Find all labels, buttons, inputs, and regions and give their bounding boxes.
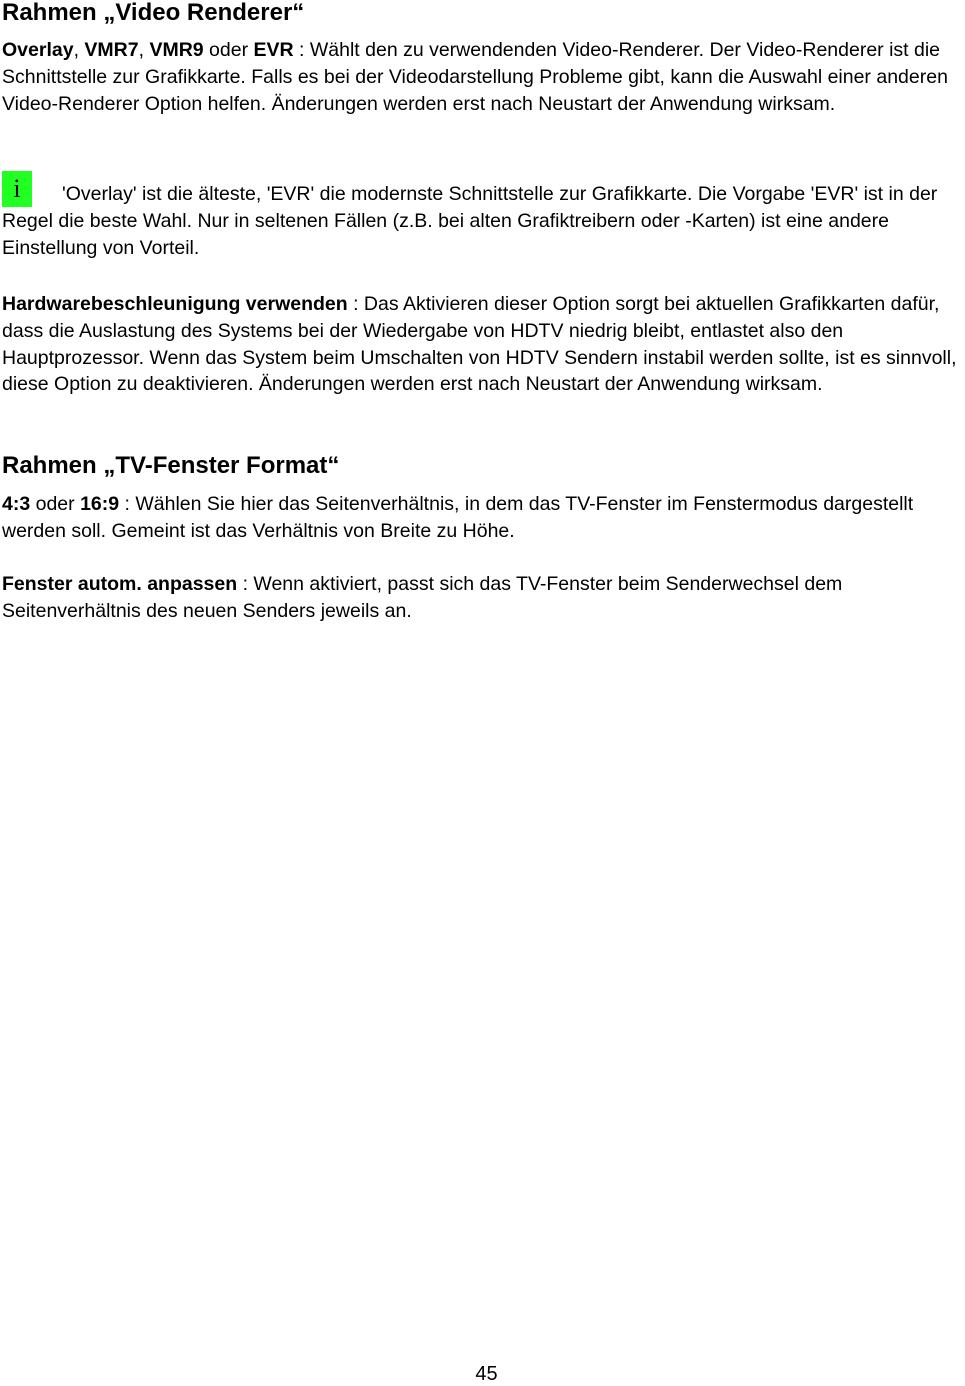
heading-tv-window-format: Rahmen „TV-Fenster Format“ [2, 452, 340, 479]
paragraph-text: : Das Aktivieren dieser Option sorgt bei aktuellen Grafikkarten dafür, dass die Auslastung des Systems bei der Wiedergabe von HDTV niedrig bleibt, entlastet also den Hauptprozessor. Wenn das System beim Umschalten von HDTV Sendern instabil werden sollte, ist es sinnvoll, diese Option zu deaktivieren. Änderungen werden erst nach Neustart der Anwendung wirksam. [2, 293, 957, 396]
paragraph-text: : Wählen Sie hier das Seitenverhältnis, in dem das TV-Fenster im Fenstermodus dargestellt werden soll. Gemeint ist das Verhältnis von Breite zu Höhe. [2, 493, 914, 542]
option-vmr9: VMR9 [149, 39, 204, 61]
option-16-9: 16:9 [80, 493, 120, 515]
paragraph-aspect-ratio: 4:3 oder 16:9 : Wählen Sie hier das Seitenverhältnis, in dem das TV-Fenster im Fenstermodus dargestellt werden soll. Gemeint ist das Verhältnis von Breite zu Höhe. [2, 493, 914, 542]
paragraph-auto-adjust-window [2, 571, 963, 625]
info-note [2, 181, 963, 261]
paragraph-hardware-acceleration [2, 291, 963, 398]
info-note-text: 'Overlay' ist die älteste, 'EVR' die modernste Schnittstelle zur Grafikkarte. Die Vorgabe 'EVR' ist in der Regel die beste Wahl. Nur in seltenen Fällen (z.B. bei alten Grafiktreibern oder -Karten) ist eine andere Einstellung von Vorteil. [2, 183, 938, 259]
page-number: 45 [475, 1363, 498, 1385]
paragraph-text: : Wählt den zu verwendenden Video-Renderer. Der Video-Renderer ist die Schnittstelle zur Grafikkarte. Falls es bei der Videodarstellung Probleme gibt, kann die Auswahl einer anderen Video-Renderer Option helfen. Änderungen werden erst nach Neustart der Anwendung wirksam. [2, 39, 948, 115]
option-overlay: Overlay [2, 39, 74, 61]
paragraph-text: : Wenn aktiviert, passt sich das TV-Fenster beim Senderwechsel dem Seitenverhältnis des neuen Senders jeweils an. [2, 573, 843, 622]
paragraph-video-renderer-options: Overlay, VMR7, VMR9 oder EVR : Wählt den zu verwendenden Video-Renderer. Der Video-Renderer ist die Schnittstelle zur Grafikkarte. Falls es bei der Videodarstellung Probleme gibt, kann die Auswahl einer anderen Video-Renderer Option helfen. Änderungen werden erst nach Neustart der Anwendung wirksam. [2, 39, 948, 115]
heading-video-renderer: Rahmen „Video Renderer“ [2, 0, 305, 26]
option-4-3: 4:3 [2, 493, 31, 515]
option-vmr7: VMR7 [84, 39, 139, 61]
term-hardware-acceleration: Hardwarebeschleunigung verwenden [2, 293, 348, 315]
term-auto-adjust-window: Fenster autom. anpassen [2, 573, 238, 595]
option-evr: EVR [253, 39, 294, 61]
info-icon: i [2, 171, 32, 207]
